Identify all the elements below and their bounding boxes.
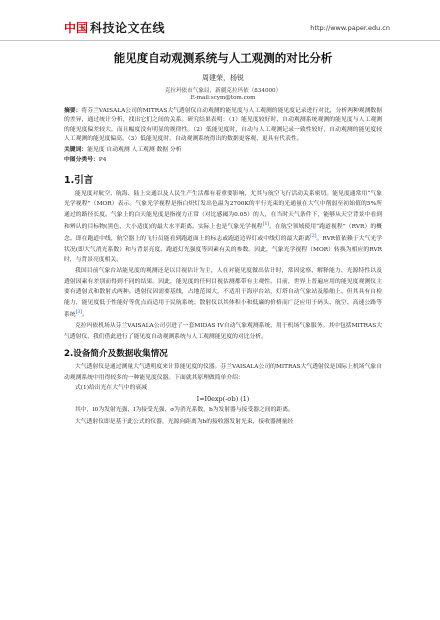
site-header bbox=[0, 0, 440, 41]
classification-text: P4 bbox=[98, 157, 107, 164]
citation-3[interactable]: [3] bbox=[75, 310, 82, 316]
paper-title: 能见度自动观测系统与人工观测的对比分析 bbox=[113, 51, 333, 65]
section-2-heading: 2.设备简介及数据收集情况 bbox=[64, 349, 168, 360]
section-2-paragraph-1: 大气透射仪是通过测量大气透明度来计算能见度的仪器。芬兰VAISALA公司的MITRAS大气透射仪是国际上机场气象自动观测系统中用得较多的一种能见度仪器。下面就其原理做简单介绍： bbox=[64, 364, 382, 381]
keywords bbox=[64, 146, 382, 155]
paper-affiliation: 克拉玛依市气象局，新疆克拉玛依（834000） bbox=[164, 88, 282, 94]
classification-label: 中图分类号： bbox=[64, 157, 99, 164]
keywords-text: 能见度 自动观测 人工观测 数据 分析 bbox=[87, 147, 182, 154]
abstract-label: 摘要： bbox=[64, 108, 82, 114]
section-1-paragraph-2 bbox=[64, 266, 382, 320]
s1-p2-text-b: 。 bbox=[81, 312, 88, 319]
abstract bbox=[64, 107, 382, 144]
equation-label: 式(1)给出光在大气中的衰减 bbox=[75, 385, 147, 392]
s1-p1-text-a: 能见度对航空、航海、陆上交通以及人民生产生活都有着重要影响，尤其与航空飞行活动关系密切。能见度通常用“气象光学视程”（MOR）表示。气象光学视程是指白炽灯发出色温为2700K的平行光束的光通量在大气中削弱至初始值的5%所通过的路径长度。气象上的白天能见度是指视力正常（对比感阈为0.05）的人，在当时天气条件下，能够从天空背景中看到和辨认的目标物(黑色、大小适度)的最大水平距离。实际上也是气象光学视程 bbox=[64, 190, 382, 230]
s1-p2-text-a: 我国目前气象台站能见度的观测还是以目视估计为主，人在对能见度做出估计时，常因觉察、解释能力、光源特性以及透射因素有差别而得到不同的结果。因此，能见度的任何目视估测都带有主观性。目前，世界上普遍应用的能见度观测仪主要有透射式和散射式两种。透射仪因需要基线，占地范围大，不适用于海岸台站，灯塔自动气象站及船舶上。但其具有自检能力，能见度低于性能好等优点而适用于民航系统；散射仪以其体积小和低廉的价格而广泛应用于码头、航空、高速公路等系统 bbox=[64, 268, 382, 319]
section-2-paragraph-2: 其中，I0为发射光强，I为接受光强，σ为消光系数，b为发射器与接受器之间的距离。 bbox=[75, 407, 294, 414]
paper-email[interactable]: E-mail:scym@tom.com bbox=[190, 95, 256, 101]
section-1-paragraph-1 bbox=[64, 189, 382, 266]
site-url[interactable]: http://www.paper.edu.cn bbox=[310, 24, 390, 32]
citation-1[interactable]: [1] bbox=[262, 222, 270, 227]
equation-1: I=I0exp(-σb) (1) bbox=[196, 395, 250, 404]
paper-body bbox=[64, 50, 382, 427]
citation-2[interactable]: [2] bbox=[310, 234, 317, 240]
paper-authors: 周建荣，杨锐 bbox=[202, 74, 244, 82]
section-1-heading: 1.引言 bbox=[64, 174, 94, 186]
keywords-label: 关键词： bbox=[64, 147, 88, 154]
s1-p1-text-c: 。RVR值依赖于大气光学状况(即大气消光系数）和与背景亮度、跑道灯光强度等因素有关的参数。因此，气象光学视程（MOR）转换为相应的RVR时，与背景亮度相关。 bbox=[64, 236, 382, 264]
classification bbox=[64, 156, 382, 165]
site-logo[interactable] bbox=[64, 20, 165, 36]
logo-china-text: 中国 bbox=[64, 21, 89, 35]
s1-p1-text-b: 。在航空领域使用“跑道视程”（RVR）的概念。即在跑道中线，航空器上的飞行员能看到跑道面上的标志或跑道边界灯或中线灯的最大距离 bbox=[64, 223, 382, 243]
section-2-paragraph-3: 大气透射仪即是基于此公式的仪器，光源向距离为b的接收器发射光束，接收器测量经 bbox=[75, 418, 294, 425]
logo-name-text: 科技论文在线 bbox=[90, 21, 166, 35]
section-1-paragraph-3: 克拉玛依机场从芬兰VAISALA公司引进了一套MIDAS IV自动气象观测系统，用于机场气象服务。其中包括MITRAS大气透射仪，我们借此进行了能见度自动观测系统与人工观测能见度的对比分析。 bbox=[64, 323, 382, 340]
abstract-text: 将芬兰VAISALA公司的MITRAS大气透射仪自动观测的能见度与人工观测的能见度记录进行对比，分析两种观测数据的差异，通过统计分析，找出它们之间的关系。研究结果表明：（1）能见度较好时，自动观测系统观测的能见度与人工观测的能见度偏差较大，而且幅度没有明显的规律性。（2）低能见度时，自动与人工观测记录一致性较好，自动观测的能见度较人工观测的能见度偏高。（3）低能见度时，自动观测系统得出的数据更客观、更具有代表性。 bbox=[64, 108, 382, 142]
